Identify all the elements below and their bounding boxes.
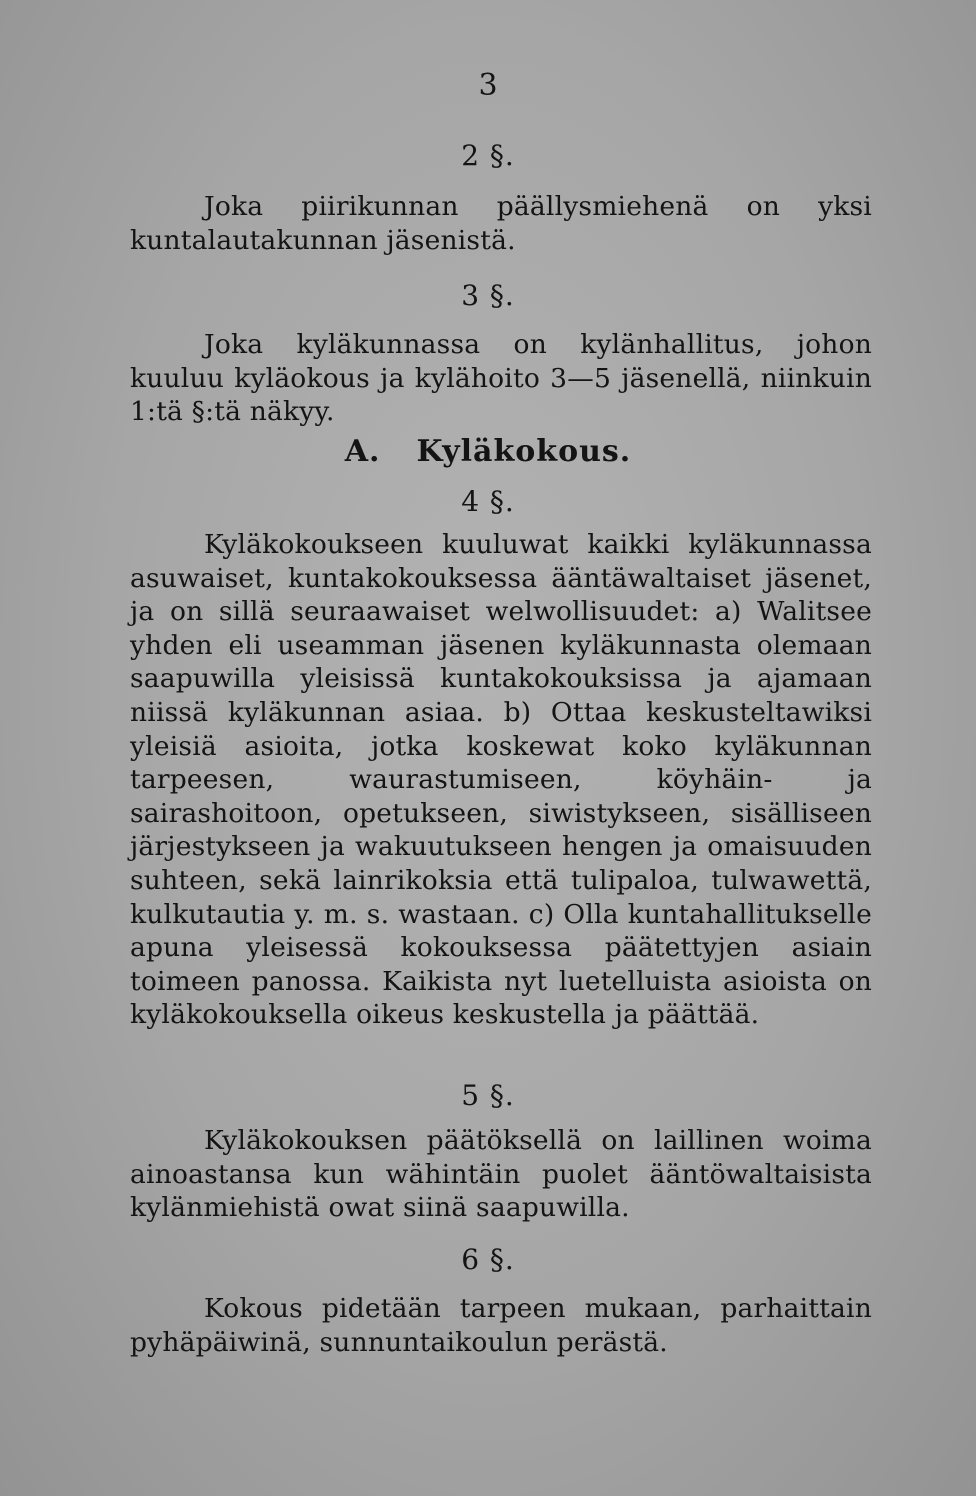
section-mark-2: 2 §. — [461, 139, 515, 172]
section-mark-5: 5 §. — [461, 1079, 515, 1112]
chapter-heading — [0, 432, 976, 472]
paragraph-3: Joka kyläkunnassa on kylänhallitus, johon kuuluu kyläokous ja kylähoito 3—5 jäsenellä, niinkuin 1:tä §:tä näkyy. — [130, 329, 872, 428]
paragraph-2: Joka piirikunnan päällysmiehenä on yksi kuntalautakunnan jäsenistä. — [130, 191, 872, 256]
paragraph-4: Kyläkokoukseen kuuluwat kaikki kyläkunnassa asuwaiset, kuntakokouksessa ääntäwaltaiset jäsenet, ja on sillä seuraawaiset welwollisuudet: a) Walitsee yhden eli useamman jäsenen kyläkunnasta olemaan saapuwilla yleisissä kuntakokouksissa ja ajamaan niissä kyläkunnan asiaa. b) Ottaa keskusteltawiksi yleisiä asioita, jotka koskewat koko kyläkunnan tarpeesen, waurastumiseen, köyhäin- ja sairashoitoon, opetukseen, siwistykseen, sisälliseen järjestykseen ja wakuutukseen hengen ja omaisuuden suhteen, sekä lainrikoksia että tulipaloa, tulwawettä, kulkutautia y. m. s. wastaan. c) Olla kuntahallitukselle apuna yleisessä kokouksessa päätettyjen asiain toimeen panossa. Kaikista nyt luetelluista asioista on kyläkokouksella oikeus keskustella ja päättää. — [130, 529, 872, 1031]
section-mark-4: 4 §. — [461, 485, 515, 518]
paragraph-6: Kokous pidetään tarpeen mukaan, parhaittain pyhäpäiwinä, sunnuntaikoulun perästä. — [130, 1293, 872, 1358]
section-mark-3: 3 §. — [461, 279, 515, 312]
section-mark-6: 6 §. — [461, 1243, 515, 1276]
paragraph-5: Kyläkokouksen päätöksellä on laillinen woima ainoastansa kun wähintäin puolet ääntöwaltaisista kylänmiehistä owat siinä saapuwilla. — [130, 1125, 872, 1224]
page-number: 3 — [478, 68, 498, 103]
heading-title: Kyläkokous. — [416, 434, 632, 469]
heading-letter: A. — [344, 434, 381, 469]
